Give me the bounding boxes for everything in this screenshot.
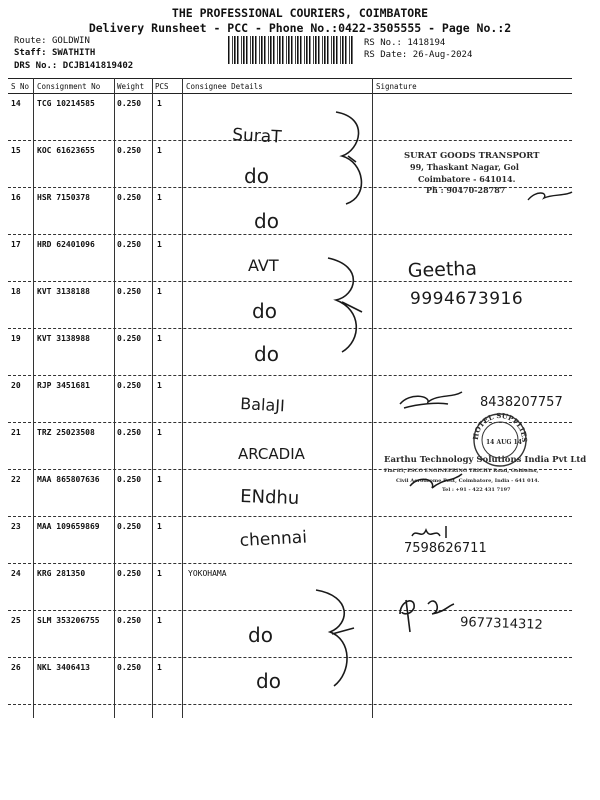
row-consignment-no: TRZ 25023508 xyxy=(37,428,95,437)
row-pcs: 1 xyxy=(157,240,162,249)
svg-text:Civil Aerodrome Post, Coimbato: Civil Aerodrome Post, Coimbatore, India - 641 014. xyxy=(396,478,540,484)
svg-text:14 AUG 14: 14 AUG 14 xyxy=(486,439,522,446)
row-weight: 0.250 xyxy=(117,569,142,578)
row-consignment-no: KVT 3138188 xyxy=(37,287,90,296)
row-consignment-no: KOC 61623655 xyxy=(37,146,95,155)
col-header-consignee: Consignee Details xyxy=(186,82,263,91)
row-weight: 0.250 xyxy=(117,334,142,343)
col-header-weight: Weight xyxy=(117,82,145,91)
row-consignment-no: HSR 7150378 xyxy=(37,193,90,202)
col-header-pcs: PCS xyxy=(155,82,169,91)
row-sno: 20 xyxy=(11,381,21,390)
row-pcs: 1 xyxy=(157,146,162,155)
row-weight: 0.250 xyxy=(117,522,142,531)
handwriting-arcadia: ARCADIA xyxy=(238,445,305,463)
row-consignment-no: HRD 62401096 xyxy=(37,240,95,249)
row-sno: 19 xyxy=(11,334,21,343)
handwriting-do: do xyxy=(252,299,277,323)
drs-label: DRS No.: xyxy=(14,61,58,71)
svg-text:Coimbatore - 641014.: Coimbatore - 641014. xyxy=(418,174,516,184)
signature-name: Geetha xyxy=(407,257,478,282)
row-consignment-no: NKL 3406413 xyxy=(37,663,90,672)
row-sno: 21 xyxy=(11,428,21,437)
rs-no-label: RS No.: xyxy=(364,38,402,48)
handwriting-endhu: ENdhu xyxy=(239,486,300,510)
row-pcs: 1 xyxy=(157,99,162,108)
row-sno: 25 xyxy=(11,616,21,625)
handwriting-do: do xyxy=(248,623,273,647)
handwriting-do: do xyxy=(254,342,279,366)
company-stamp-surat xyxy=(404,151,540,195)
row-weight: 0.250 xyxy=(117,381,142,390)
drs-value: DCJB141819402 xyxy=(62,61,134,71)
svg-text:HOTEL SUPPLIES: HOTEL SUPPLIES xyxy=(470,410,530,443)
row-weight: 0.250 xyxy=(117,240,142,249)
row-weight: 0.250 xyxy=(117,146,142,155)
row-sno: 24 xyxy=(11,569,21,578)
rs-date-value: 26-Aug-2024 xyxy=(412,50,473,60)
svg-text:99, Thaskant Nagar, Gol: 99, Thaskant Nagar, Gol xyxy=(410,162,519,172)
row-consignment-no: KRG 281350 xyxy=(37,569,86,578)
col-header-consignment: Consignment No xyxy=(37,82,101,91)
row-pcs: 1 xyxy=(157,522,162,531)
row-pcs: 1 xyxy=(157,287,162,296)
row-pcs: 1 xyxy=(157,569,162,578)
row-consignment-no: SLM 353206755 xyxy=(37,616,100,625)
row-sno: 18 xyxy=(11,287,21,296)
row-pcs: 1 xyxy=(157,381,162,390)
row-weight: 0.250 xyxy=(117,616,142,625)
row-consignment-no: TCG 10214585 xyxy=(37,99,95,108)
signature-scribble xyxy=(400,392,462,408)
row-sno: 15 xyxy=(11,146,21,155)
signature-scribble xyxy=(412,526,446,538)
route-value: GOLDWIN xyxy=(51,36,90,46)
row-sno: 22 xyxy=(11,475,21,484)
staff-label: Staff: xyxy=(14,48,47,58)
row-consignment-no: MAA 109659869 xyxy=(37,522,100,531)
row-pcs: 1 xyxy=(157,475,162,484)
signature-scribble xyxy=(400,600,454,632)
row-weight: 0.250 xyxy=(117,475,142,484)
row-weight: 0.250 xyxy=(117,99,142,108)
row-sno: 26 xyxy=(11,663,21,672)
svg-text:Flat 83, ESCO ENGINEERING TRIC: Flat 83, ESCO ENGINEERING TRICHY Road, Goldwins, xyxy=(384,468,539,474)
rs-no-value: 1418194 xyxy=(407,38,446,48)
ditto-bracket xyxy=(316,590,354,686)
handwriting-surat: SuraT xyxy=(231,125,283,148)
col-header-signature: Signature xyxy=(376,82,417,91)
svg-text:Earthu Technology Solutions In: Earthu Technology Solutions India Pvt Ltd xyxy=(384,455,587,465)
row-consignment-no: RJP 3451681 xyxy=(37,381,90,390)
ditto-bracket xyxy=(336,112,361,204)
row-consignee-details: YOKOHAMA xyxy=(188,569,227,578)
rs-date-label: RS Date: xyxy=(364,50,408,60)
row-pcs: 1 xyxy=(157,428,162,437)
row-sno: 16 xyxy=(11,193,21,202)
row-consignment-no: KVT 3138988 xyxy=(37,334,90,343)
row-pcs: 1 xyxy=(157,193,162,202)
ditto-bracket xyxy=(328,258,362,352)
signature-phone: 8438207757 xyxy=(480,395,563,410)
row-weight: 0.250 xyxy=(117,287,142,296)
handwriting-chennai: chennai xyxy=(239,527,308,551)
handwriting-avt: AVT xyxy=(248,256,279,275)
svg-text:Ph : 90470-28787: Ph : 90470-28787 xyxy=(426,185,506,195)
row-sno: 14 xyxy=(11,99,21,108)
row-sno: 17 xyxy=(11,240,21,249)
svg-text:SURAT GOODS TRANSPORT: SURAT GOODS TRANSPORT xyxy=(404,151,540,161)
row-sno: 23 xyxy=(11,522,21,531)
row-weight: 0.250 xyxy=(117,663,142,672)
signature-phone: 7598626711 xyxy=(404,541,487,556)
row-consignment-no: MAA 865807636 xyxy=(37,475,100,484)
row-pcs: 1 xyxy=(157,663,162,672)
runsheet-subtitle: Delivery Runsheet - PCC - Phone No.:0422-3505555 - Page No.:2 xyxy=(88,21,512,35)
row-pcs: 1 xyxy=(157,334,162,343)
svg-text:Tel : +91 - 422 431 7197: Tel : +91 - 422 431 7197 xyxy=(442,487,511,493)
row-weight: 0.250 xyxy=(117,193,142,202)
runsheet-title: THE PROFESSIONAL COURIERS, COIMBATORE xyxy=(171,6,429,20)
signature-phone: 9994673916 xyxy=(410,289,524,309)
signature-phone: 9677314312 xyxy=(459,615,544,633)
row-weight: 0.250 xyxy=(117,428,142,437)
row-pcs: 1 xyxy=(157,616,162,625)
handwriting-do: do xyxy=(254,209,279,233)
handwriting-do: do xyxy=(244,164,269,188)
handwriting-do: do xyxy=(256,669,281,693)
staff-value: SWATHITH xyxy=(51,48,96,58)
route-label: Route: xyxy=(14,36,47,46)
signature-scribble xyxy=(528,192,572,200)
handwriting-balaji: BalaJI xyxy=(239,394,286,416)
col-header-sno: S No xyxy=(11,82,30,91)
